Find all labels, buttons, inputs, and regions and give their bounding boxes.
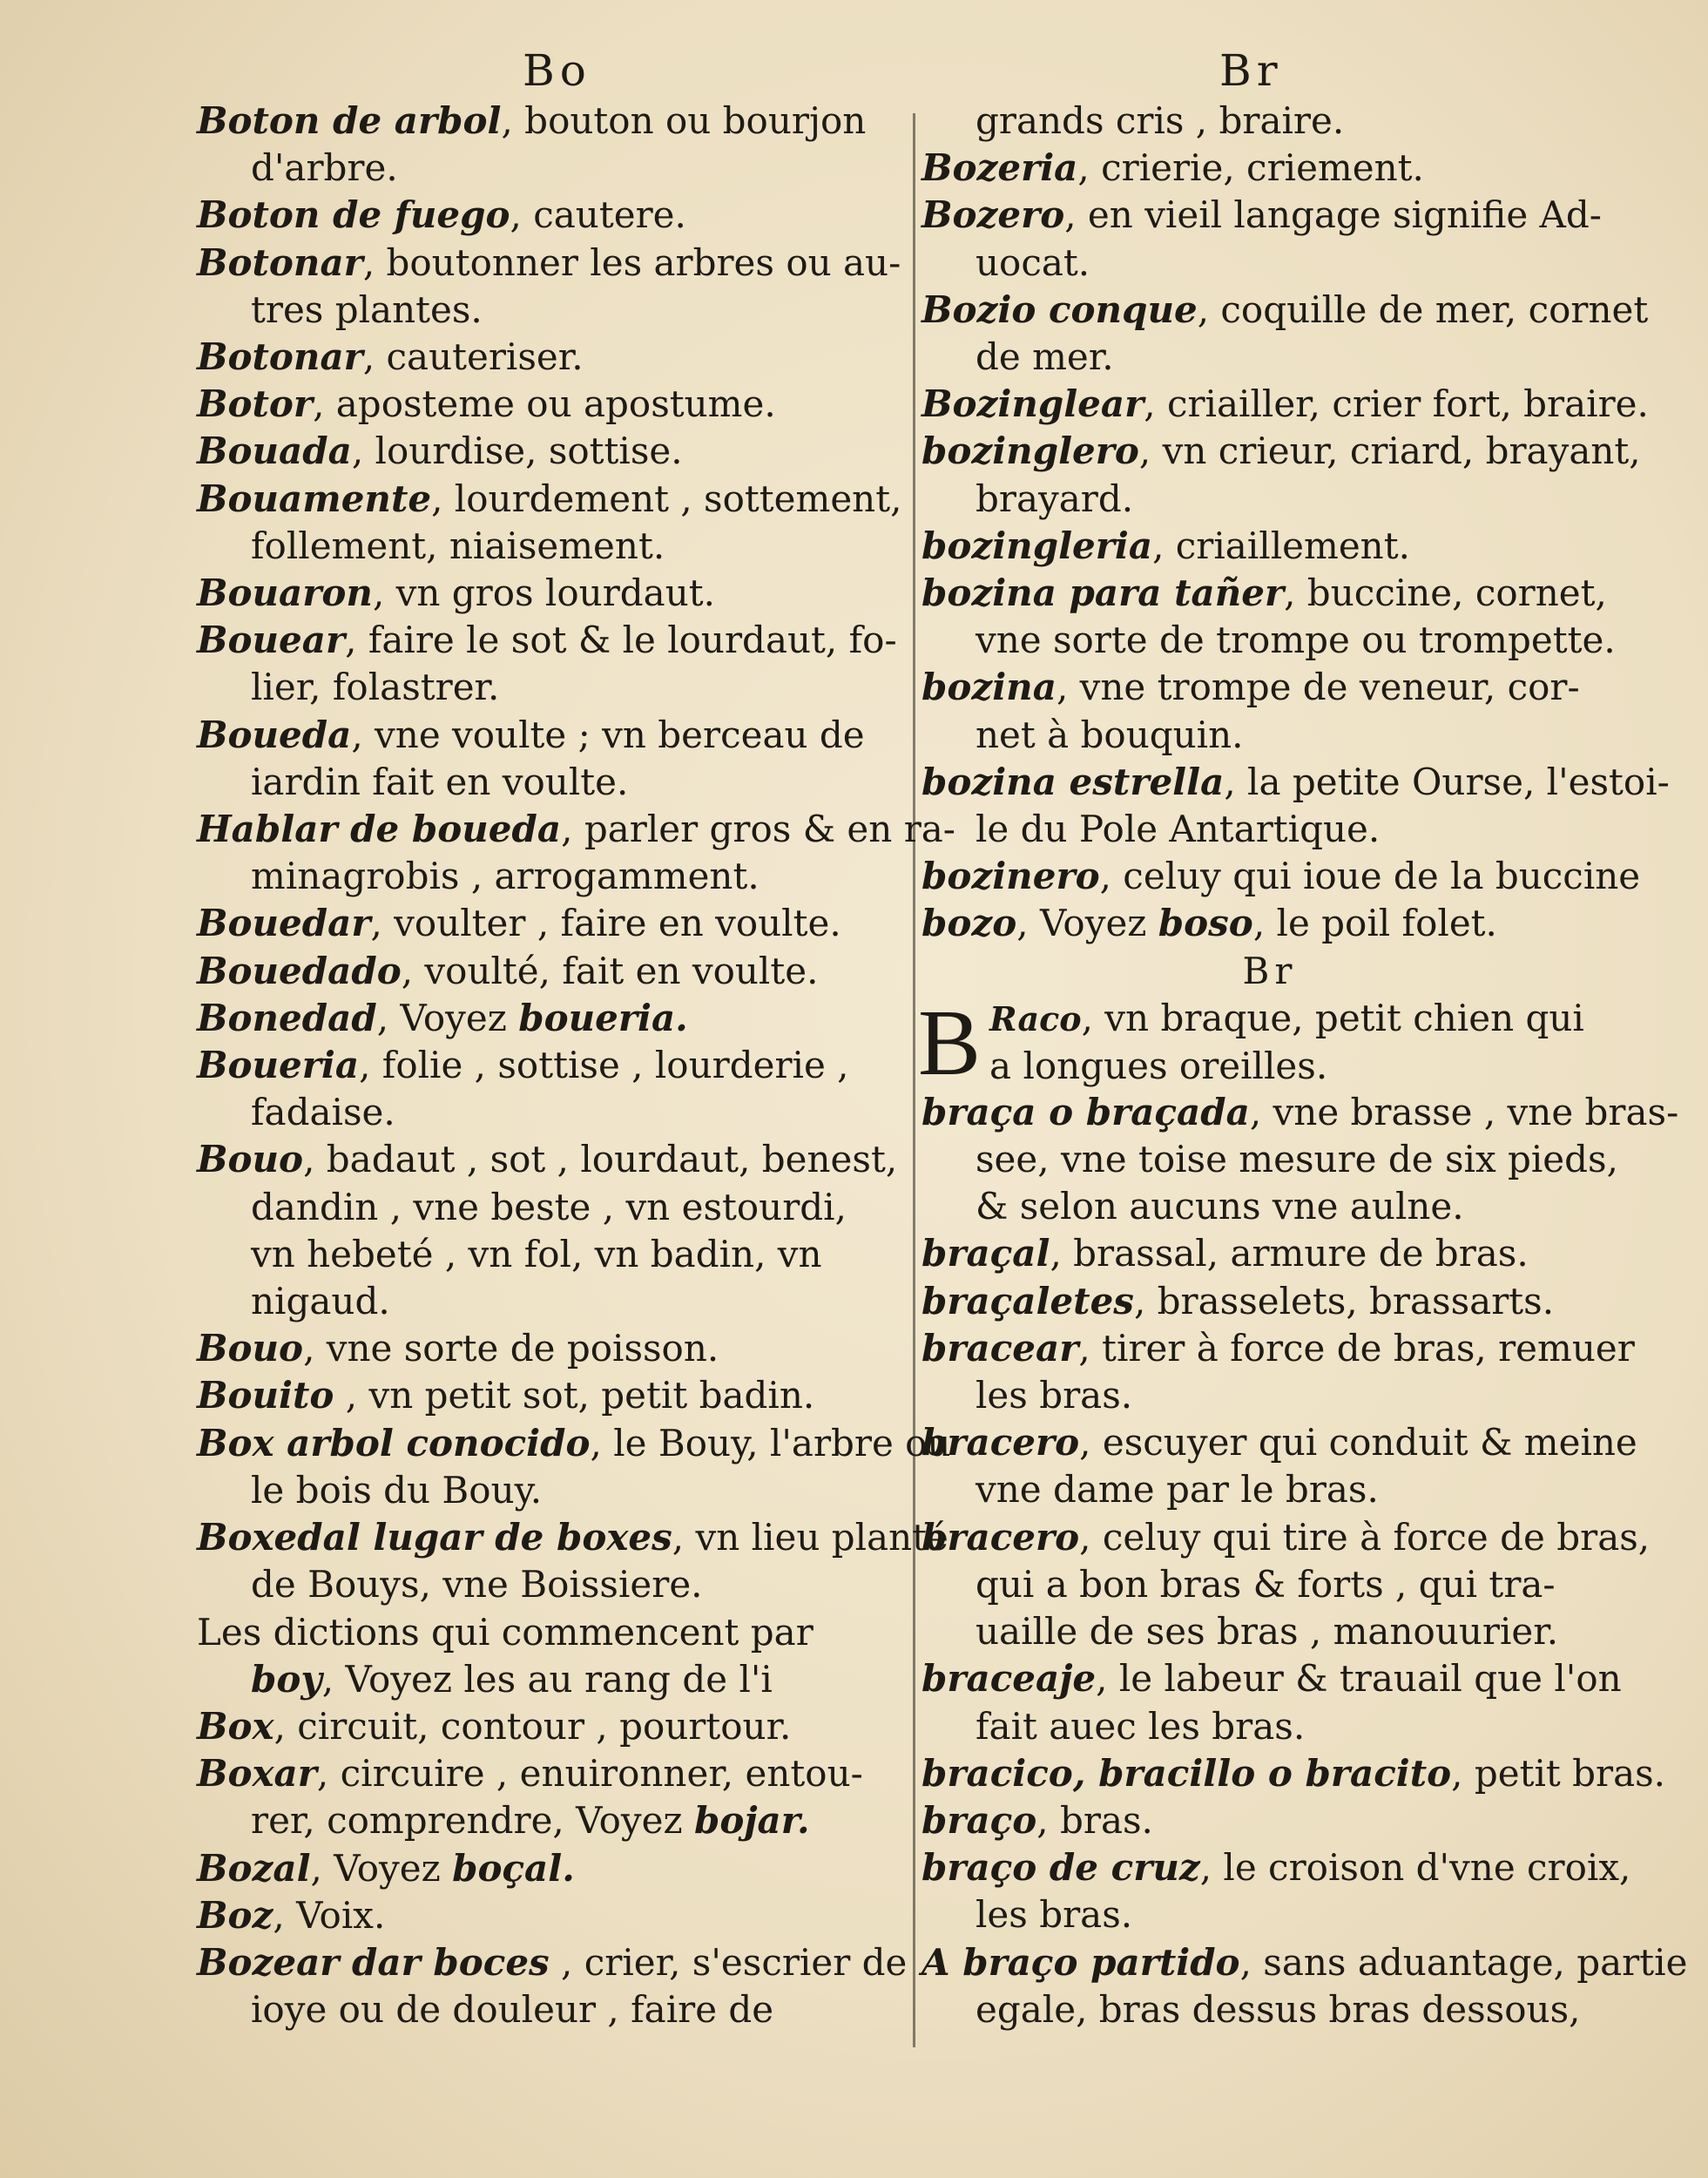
left-column bbox=[197, 98, 955, 2033]
dictionary-entry bbox=[197, 1845, 894, 1892]
entry-continuation bbox=[922, 1608, 1618, 1655]
entry-continuation bbox=[197, 145, 894, 192]
entry-continuation bbox=[197, 759, 894, 806]
definition: , crierie, criement. bbox=[1077, 146, 1424, 190]
entry-continuation bbox=[922, 240, 1618, 287]
dictionary-entry bbox=[922, 1419, 1637, 1466]
dictionary-entry bbox=[922, 1278, 1618, 1325]
definition: fait auec les bras. bbox=[976, 1704, 1306, 1748]
dictionary-entry bbox=[922, 1797, 1618, 1844]
definition: qui a bon bras & forts , qui tra- bbox=[976, 1562, 1556, 1606]
entry-continuation bbox=[197, 1797, 894, 1844]
entry-continuation bbox=[922, 806, 1618, 853]
definition: le du Pole Antartique. bbox=[976, 808, 1381, 851]
cross-reference: boueria. bbox=[518, 996, 688, 1039]
headword: A braço partido bbox=[922, 1940, 1240, 1984]
headword: Boxedal lugar de boxes bbox=[197, 1516, 672, 1559]
definition: minagrobis , arrogamment. bbox=[251, 855, 759, 898]
left-running-head: Bo bbox=[523, 45, 591, 96]
entry-continuation bbox=[197, 1656, 894, 1703]
headword: Boton de arbol bbox=[197, 99, 502, 142]
definition: , circuire , enuironner, entou- bbox=[316, 1752, 863, 1796]
definition: , aposteme ou apostume. bbox=[313, 382, 776, 426]
definition: , voulter , faire en voulte. bbox=[370, 902, 841, 945]
cross-reference: bojar. bbox=[693, 1799, 810, 1843]
definition: , brasselets, brassarts. bbox=[1133, 1279, 1555, 1322]
headword: Bouito bbox=[197, 1374, 334, 1417]
definition: , buccine, cornet, bbox=[1284, 572, 1607, 615]
headword: Raco bbox=[989, 998, 1082, 1038]
definition: , coquille de mer, cornet bbox=[1197, 287, 1649, 331]
dictionary-entry bbox=[197, 98, 894, 145]
dictionary-entry bbox=[197, 240, 901, 287]
entry-continuation bbox=[197, 1986, 894, 2033]
definition: , Voyez bbox=[310, 1846, 453, 1890]
definition: , vne brasse , vne bras- bbox=[1249, 1090, 1679, 1133]
headword: Bouo bbox=[197, 1327, 304, 1370]
dictionary-entry bbox=[922, 1844, 1631, 1891]
definition: de Bouys, vne Boissiere. bbox=[251, 1563, 703, 1606]
headword: Boz bbox=[197, 1893, 273, 1937]
definition: vne sorte de trompe ou trompette. bbox=[976, 619, 1616, 662]
dictionary-entry bbox=[922, 523, 1618, 570]
headword: Bouamente bbox=[197, 477, 432, 520]
definition: , vn petit sot, petit badin. bbox=[334, 1374, 815, 1417]
headword: Bozeria bbox=[922, 146, 1078, 190]
entry-continuation bbox=[197, 287, 894, 334]
dictionary-entry bbox=[197, 617, 897, 664]
headword: Botor bbox=[197, 382, 314, 426]
headword: Box arbol conocido bbox=[197, 1421, 591, 1464]
dictionary-entry bbox=[922, 664, 1618, 711]
entry-continuation bbox=[197, 1467, 894, 1514]
dictionary-entry bbox=[197, 1042, 894, 1089]
entry-continuation bbox=[922, 1466, 1618, 1513]
dictionary-entry bbox=[922, 570, 1618, 617]
definition: , circuit, contour , pourtour. bbox=[273, 1704, 792, 1748]
definition: , vne sorte de poisson. bbox=[303, 1327, 719, 1370]
entry-continuation bbox=[197, 523, 894, 570]
definition: d'arbre. bbox=[251, 146, 398, 190]
definition: , escuyer qui conduit & meine bbox=[1079, 1421, 1637, 1464]
definition: follement, niaisement. bbox=[251, 524, 665, 567]
entry-continuation bbox=[197, 664, 894, 711]
dictionary-entry bbox=[922, 1939, 1688, 1986]
dictionary-entry bbox=[922, 145, 1618, 192]
section-first-entry bbox=[918, 991, 1618, 1095]
headword: bozinglero bbox=[922, 430, 1139, 473]
definition: le bois du Bouy. bbox=[251, 1468, 543, 1512]
definition: , faire le sot & le lourdaut, fo- bbox=[345, 619, 897, 662]
definition: , brassal, armure de bras. bbox=[1050, 1232, 1529, 1275]
dictionary-entry bbox=[197, 1514, 949, 1561]
definition: , vn lieu planté bbox=[672, 1516, 949, 1559]
definition: les bras. bbox=[976, 1893, 1133, 1937]
definition: vne dame par le bras. bbox=[976, 1468, 1379, 1512]
definition: , le croison d'vne croix, bbox=[1199, 1846, 1631, 1890]
dictionary-entry bbox=[197, 192, 894, 239]
definition: , parler gros & en ra- bbox=[561, 808, 955, 851]
headword: braceaje bbox=[922, 1657, 1097, 1701]
headword: bozina bbox=[922, 666, 1057, 709]
dictionary-entry bbox=[197, 1325, 894, 1372]
entry-continuation bbox=[922, 1703, 1618, 1750]
headword: braço de cruz bbox=[922, 1846, 1200, 1890]
drop-cap: B bbox=[918, 991, 982, 1095]
entry-continuation bbox=[922, 98, 1618, 145]
dictionary-entry bbox=[197, 1703, 894, 1750]
headword: bracico, bracillo o bracito bbox=[922, 1751, 1452, 1795]
definition: , vne trompe de veneur, cor- bbox=[1056, 666, 1580, 709]
definition: , le poil folet. bbox=[1252, 902, 1497, 945]
headword: bozina estrella bbox=[922, 760, 1225, 803]
headword: Box bbox=[197, 1704, 274, 1748]
entry-line: a longues oreilles. bbox=[989, 1045, 1328, 1088]
definition: rer, comprendre, Voyez bbox=[251, 1799, 694, 1843]
definition: , cautere. bbox=[510, 193, 686, 237]
entry-continuation bbox=[922, 1561, 1618, 1608]
definition: dandin , vne beste , vn estourdi, bbox=[251, 1185, 847, 1228]
dictionary-entry bbox=[197, 712, 894, 759]
definition: , folie , sottise , lourderie , bbox=[359, 1044, 849, 1087]
right-running-head: Br bbox=[1219, 45, 1283, 96]
headword: braçal bbox=[922, 1232, 1050, 1275]
entry-continuation bbox=[922, 712, 1618, 759]
definition: net à bouquin. bbox=[976, 713, 1244, 756]
definition: , lourdise, sottise. bbox=[351, 430, 683, 473]
headword: Botonar bbox=[197, 335, 363, 379]
dictionary-entry bbox=[197, 1750, 894, 1797]
dictionary-entry bbox=[922, 381, 1649, 428]
definition: ioye ou de douleur , faire de bbox=[251, 1988, 774, 2032]
definition: , badaut , sot , lourdaut, benest, bbox=[303, 1138, 898, 1181]
dictionary-entry bbox=[197, 948, 894, 995]
headword: Bozinglear bbox=[922, 382, 1144, 426]
headword: bozinero bbox=[922, 855, 1100, 898]
headword: braço bbox=[922, 1798, 1037, 1842]
definition: , petit bras. bbox=[1451, 1751, 1666, 1795]
definition: lier, folastrer. bbox=[251, 666, 500, 709]
definition: , crier, s'escrier de bbox=[549, 1940, 908, 1984]
cross-reference: boçal. bbox=[452, 1846, 575, 1890]
headword: boy bbox=[251, 1657, 322, 1701]
dictionary-entry bbox=[922, 1325, 1635, 1372]
headword: bozo bbox=[922, 902, 1017, 945]
dictionary-entry bbox=[922, 1514, 1651, 1561]
dictionary-entry bbox=[197, 1892, 894, 1939]
definition: iardin fait en voulte. bbox=[251, 760, 629, 803]
definition: de mer. bbox=[976, 335, 1114, 379]
definition: , vne voulte ; vn berceau de bbox=[351, 713, 865, 756]
definition: , celuy qui ioue de la buccine bbox=[1099, 855, 1641, 898]
definition: , celuy qui tire à force de bras, bbox=[1079, 1515, 1651, 1559]
definition: , Voyez les au rang de l'i bbox=[321, 1657, 773, 1701]
definition: uaille de ses bras , manouurier. bbox=[976, 1610, 1559, 1654]
definition: egale, bras dessus bras dessous, bbox=[976, 1987, 1581, 2031]
definition: , lourdement , sottement, bbox=[431, 477, 902, 520]
headword: Bozear dar boces bbox=[197, 1940, 550, 1984]
definition: brayard. bbox=[976, 477, 1134, 520]
entry-continuation bbox=[197, 1231, 894, 1278]
dictionary-entry bbox=[197, 428, 894, 475]
right-column bbox=[918, 98, 1688, 2033]
headword: Bouo bbox=[197, 1138, 304, 1181]
headword: Bouear bbox=[197, 619, 346, 662]
headword: bozingleria bbox=[922, 524, 1153, 567]
dictionary-entry bbox=[197, 334, 894, 381]
headword: bozina para tañer bbox=[922, 572, 1285, 615]
definition: , cauteriser. bbox=[362, 335, 584, 379]
entry-continuation bbox=[922, 1986, 1618, 2033]
headword: Bonedad bbox=[197, 996, 377, 1039]
definition: , Voix. bbox=[273, 1893, 386, 1937]
headword: Boueda bbox=[197, 713, 352, 756]
definition: , le labeur & trauail que l'on bbox=[1096, 1657, 1622, 1701]
section-heading: Br bbox=[1242, 949, 1298, 992]
definition: & selon aucuns vne aulne. bbox=[976, 1185, 1464, 1228]
dictionary-entry bbox=[922, 853, 1641, 900]
definition: nigaud. bbox=[251, 1280, 390, 1323]
dictionary-entry bbox=[197, 995, 894, 1042]
dictionary-entry bbox=[197, 1136, 898, 1183]
headword: bracear bbox=[922, 1326, 1079, 1370]
headword: Bouada bbox=[197, 430, 352, 473]
dictionary-entry bbox=[922, 1750, 1666, 1797]
definition: fadaise. bbox=[251, 1091, 395, 1134]
headword: bracero bbox=[922, 1421, 1080, 1464]
definition: , Voyez bbox=[376, 996, 519, 1039]
definition: , bouton ou bourjon bbox=[501, 99, 867, 142]
definition: les bras. bbox=[976, 1374, 1133, 1417]
definition: , vn braque, petit chien qui bbox=[1081, 996, 1584, 1039]
definition: vn hebeté , vn fol, vn badin, vn bbox=[251, 1232, 822, 1275]
headword: Botonar bbox=[197, 240, 363, 284]
dictionary-entry bbox=[922, 428, 1641, 475]
definition: Les dictions qui commencent par bbox=[197, 1610, 813, 1654]
entry-continuation bbox=[922, 1183, 1618, 1230]
headword: Bozio conque bbox=[922, 287, 1198, 331]
headword: bracero bbox=[922, 1515, 1080, 1559]
entry-continuation bbox=[922, 617, 1618, 664]
dictionary-entry bbox=[922, 900, 1618, 947]
entry-continuation bbox=[922, 1136, 1618, 1183]
dictionary-entry bbox=[197, 1939, 908, 1986]
entry-continuation bbox=[197, 1184, 894, 1231]
definition: , le Bouy, l'arbre ou bbox=[590, 1421, 951, 1464]
entry-continuation bbox=[922, 1372, 1618, 1419]
headword: braça o braçada bbox=[922, 1090, 1250, 1133]
headword: Hablar de boueda bbox=[197, 808, 562, 851]
definition: grands cris , braire. bbox=[976, 99, 1345, 142]
definition: , tirer à force de bras, remuer bbox=[1078, 1326, 1635, 1370]
entry-continuation bbox=[197, 1561, 894, 1608]
definition: , criailler, crier fort, braire. bbox=[1144, 382, 1649, 426]
dictionary-entry bbox=[197, 476, 902, 523]
definition: , sans aduantage, partie bbox=[1239, 1940, 1688, 1984]
headword: Bouaron bbox=[197, 572, 373, 615]
headword: Bouedar bbox=[197, 902, 371, 945]
entry-continuation bbox=[197, 1609, 894, 1656]
definition: , bras. bbox=[1036, 1798, 1153, 1842]
cross-reference: boso bbox=[1158, 902, 1253, 945]
headword: Bozal bbox=[197, 1846, 311, 1890]
definition: tres plantes. bbox=[251, 287, 483, 331]
dictionary-entry bbox=[197, 570, 894, 617]
entry-continuation bbox=[197, 1089, 894, 1136]
headword: Bozero bbox=[922, 193, 1065, 237]
dictionary-entry bbox=[197, 1372, 894, 1419]
dictionary-entry bbox=[922, 192, 1618, 239]
headword: Boton de fuego bbox=[197, 193, 510, 237]
entry-continuation bbox=[197, 853, 894, 900]
definition: , Voyez bbox=[1016, 902, 1158, 945]
definition: , vn gros lourdaut. bbox=[372, 572, 715, 615]
definition: uocat. bbox=[976, 240, 1090, 284]
dictionary-entry bbox=[922, 1655, 1622, 1702]
definition: , boutonner les arbres ou au- bbox=[362, 240, 901, 284]
headword: Bouedado bbox=[197, 949, 402, 992]
definition: , voulté, fait en voulte. bbox=[401, 949, 819, 992]
definition: , vn crieur, criard, brayant, bbox=[1138, 430, 1641, 473]
dictionary-entry bbox=[197, 806, 955, 853]
dictionary-entry bbox=[922, 759, 1670, 806]
column-divider bbox=[913, 113, 915, 2047]
dictionary-entry bbox=[197, 1420, 951, 1467]
dictionary-entry bbox=[197, 381, 894, 428]
dictionary-entry bbox=[922, 1230, 1618, 1277]
headword: braçaletes bbox=[922, 1279, 1134, 1322]
dictionary-entry bbox=[922, 1089, 1679, 1136]
headword: Boxar bbox=[197, 1752, 317, 1796]
dictionary-entry bbox=[922, 287, 1649, 334]
entry-line bbox=[922, 995, 1618, 1043]
definition: , en vieil langage signifie Ad- bbox=[1064, 193, 1602, 237]
definition: , criaillement. bbox=[1152, 524, 1410, 567]
definition: see, vne toise mesure de six pieds, bbox=[976, 1138, 1618, 1181]
entry-continuation bbox=[197, 1278, 894, 1325]
dictionary-entry bbox=[197, 900, 894, 947]
entry-continuation bbox=[922, 1891, 1618, 1938]
definition: , la petite Ourse, l'estoi- bbox=[1224, 760, 1670, 803]
entry-continuation bbox=[922, 334, 1618, 381]
entry-continuation bbox=[922, 476, 1618, 523]
headword: Boueria bbox=[197, 1044, 360, 1087]
